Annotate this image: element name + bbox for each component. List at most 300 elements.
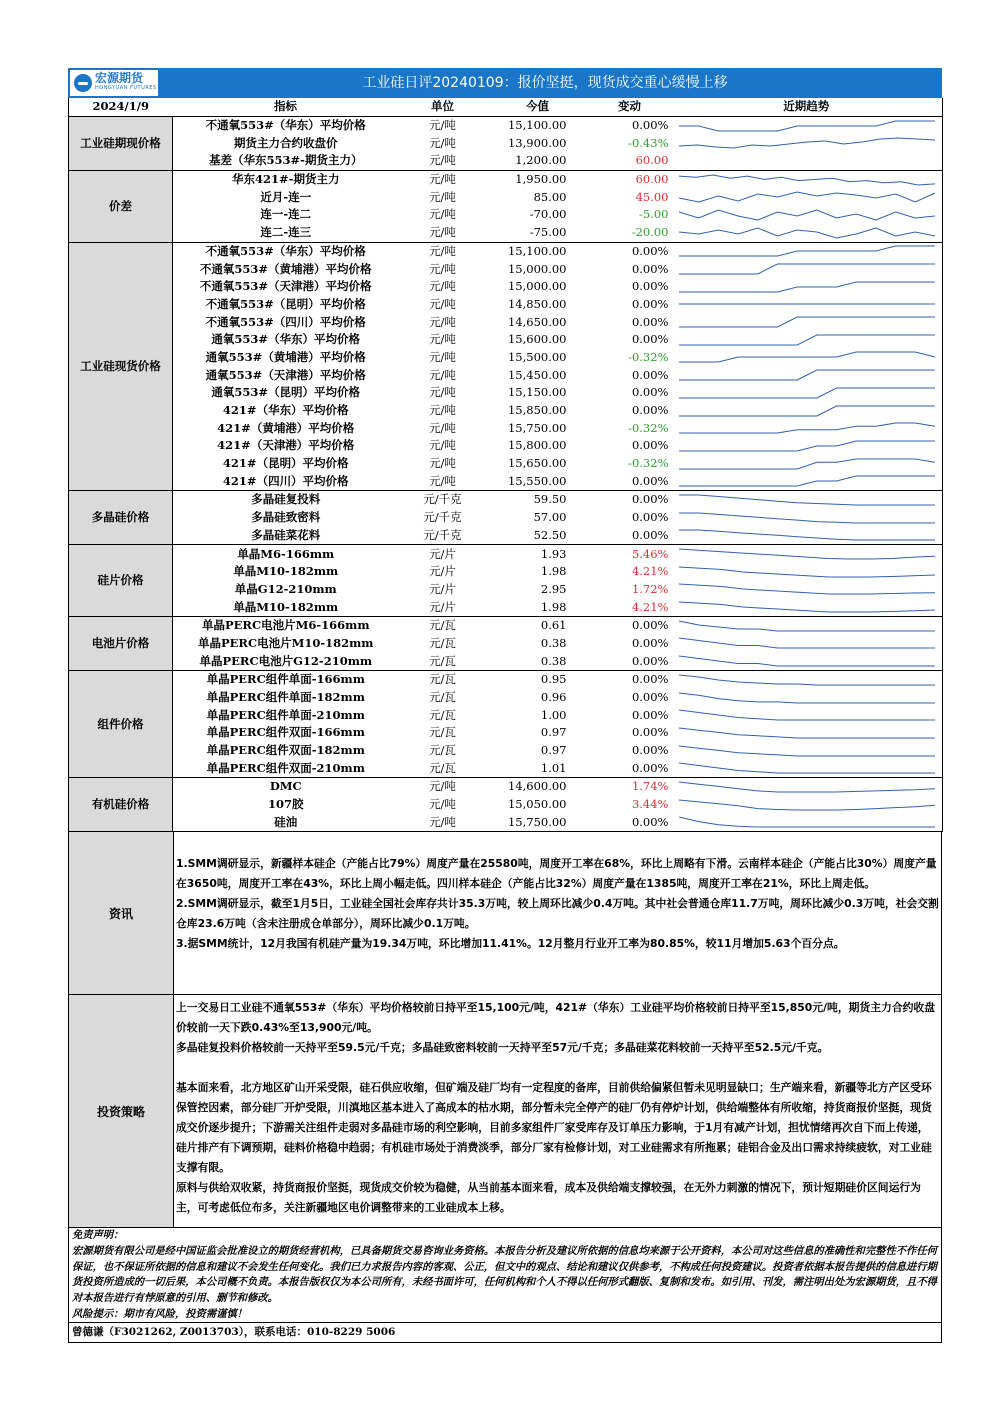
trend-cell (671, 437, 943, 455)
change-value: -5.00 (639, 207, 669, 222)
trend-cell (671, 116, 943, 134)
trend-sparkline (671, 385, 941, 401)
trend-cell (671, 455, 943, 473)
col-indicator: 指标 (173, 98, 399, 116)
change-value: 0.00% (631, 367, 669, 382)
current-value: 1.98 (487, 598, 589, 616)
category-label: 组件价格 (69, 671, 173, 778)
change-value: 0.00% (631, 385, 669, 400)
trend-sparkline (671, 760, 941, 776)
category-label: 价差 (69, 170, 173, 242)
trend-line (679, 441, 935, 451)
unit-cell: 元/吨 (429, 367, 456, 382)
unit-cell: 元/吨 (429, 385, 456, 400)
trend-line (679, 406, 935, 416)
indicator-name: 近月-连一 (260, 189, 312, 204)
indicator-name: 单晶PERC电池片G12-210mm (173, 652, 399, 670)
change-value: 0.00% (589, 814, 671, 832)
indicator-name: 单晶PERC电池片M6-166mm (202, 618, 370, 633)
current-value: 15,100.00 (507, 243, 567, 258)
logo-cn: 宏源期货 (95, 71, 144, 85)
trend-cell (671, 384, 943, 402)
trend-sparkline (671, 314, 941, 330)
trend-line (679, 817, 935, 827)
unit-cell: 元/吨 (399, 814, 487, 832)
table-row (69, 134, 943, 152)
current-value: 0.95 (540, 672, 567, 687)
strategy-paragraph: 原料与供给双收紧，持货商报价坚挺，现货成交价较为稳健，从当前基本面来看，成本及供给端支撑较强，在无外力刺激的情况下，预计短期硅价区间运行为主，可考虑低位布多，关注新疆地区电价调整带来的工业硅成本上移。 (176, 1181, 921, 1215)
table-row (69, 527, 943, 545)
indicator-name: 421#（昆明）平均价格 (222, 456, 349, 471)
indicator-name: 通氧553#（华东）平均价格 (211, 332, 361, 347)
unit-cell: 元/吨 (429, 420, 456, 435)
indicator-name: 期货主力合约收盘价 (234, 135, 338, 150)
trend-cell (671, 331, 943, 349)
trend-cell (671, 242, 943, 260)
table-row (69, 581, 943, 599)
unit-cell: 元/吨 (399, 224, 487, 242)
trend-line (679, 782, 935, 792)
unit-cell: 元/吨 (429, 296, 456, 311)
trend-sparkline (671, 599, 941, 615)
table-row (69, 652, 943, 670)
table-row (69, 206, 943, 224)
strategy-paragraph: 基本面来看，北方地区矿山开采受限，硅石供应收缩，但矿端及硅厂均有一定程度的备库，目前供给偏紧但暂未见明显缺口；生产端来看，新疆等北方产区受环保管控因素，部分硅厂开炉受限，川滇地区基本进入了高成本的枯水期，部分暂未完全停产的硅厂仍有停炉计划，供给端整体有所收缩，持货商报价坚挺，现货成交价逐步提升；下游需关注组件走弱对多晶硅市场的利空影响，目前多家组件厂家受库存及订单压力影响，于1月有减产计划，担忧情绪再次自下而上传递，硅片排产有下调预期，硅料价格稳中趋弱；有机硅市场处于消费淡季，部分厂家有检修计划，对工业硅需求有所拖累；硅铝合金及出口需求持续疲软，对工业硅支撑有限。 (176, 1081, 932, 1175)
change-value: 5.46% (631, 546, 669, 561)
table-row (69, 724, 943, 742)
trend-line (679, 335, 935, 345)
current-value: 0.61 (540, 618, 567, 633)
change-value: 1.74% (631, 779, 669, 794)
table-row (69, 313, 943, 331)
unit-cell: 元/瓦 (429, 618, 456, 633)
trend-cell (671, 224, 943, 242)
change-value: 0.00% (631, 618, 669, 633)
trend-sparkline (671, 725, 941, 741)
trend-line (679, 282, 935, 292)
current-value: 15,750.00 (507, 420, 567, 435)
change-value: 0.00% (631, 261, 669, 276)
unit-cell: 元/吨 (429, 403, 456, 418)
indicator-name: 单晶PERC组件双面-210mm (173, 759, 399, 777)
trend-cell (671, 635, 943, 653)
indicator-name: DMC (269, 779, 302, 794)
table-row (69, 242, 943, 260)
trend-cell (671, 652, 943, 670)
trend-sparkline (671, 349, 941, 365)
unit-cell: 元/吨 (429, 349, 456, 364)
current-value: 15,000.00 (507, 261, 567, 276)
unit-cell: 元/吨 (429, 172, 456, 187)
current-value: 15,800.00 (507, 438, 567, 453)
table-row (69, 402, 943, 420)
change-value: -0.32% (628, 349, 669, 364)
trend-line (679, 567, 935, 577)
unit-cell: 元/瓦 (429, 743, 456, 758)
strategy-paragraph: 多晶硅复投料价格较前一天持平至59.5元/千克；多晶硅致密料较前一天持平至57元/千克；多晶硅菜花料较前一天持平至52.5元/千克。 (176, 1041, 829, 1055)
indicator-name: 单晶PERC组件双面-166mm (206, 725, 365, 740)
trend-line (679, 693, 935, 703)
trend-sparkline (671, 527, 941, 543)
table-row (69, 116, 943, 134)
change-value: 1.72% (631, 581, 669, 596)
unit-cell: 元/千克 (399, 527, 487, 545)
col-change: 变动 (589, 98, 671, 116)
table-row (69, 472, 943, 490)
trend-line (679, 192, 935, 202)
table-row (69, 689, 943, 707)
change-value: 0.00% (631, 743, 669, 758)
change-value: -0.32% (628, 456, 669, 471)
unit-cell: 元/片 (429, 546, 456, 561)
strategy-label: 投资策略 (69, 995, 174, 1227)
table-row (69, 509, 943, 527)
trend-sparkline (671, 438, 941, 454)
trend-sparkline (671, 243, 941, 259)
trend-line (679, 621, 935, 631)
table-row (69, 563, 943, 581)
indicator-name: 多晶硅致密料 (251, 510, 321, 525)
table-row (69, 296, 943, 314)
report-date: 2024/1/9 (69, 98, 173, 116)
change-value: 0.00% (631, 438, 669, 453)
table-row (69, 778, 943, 796)
report-title: 工业硅日评20240109：报价坚挺，现货成交重心缓慢上移 (362, 75, 728, 91)
table-row (69, 331, 943, 349)
current-value: 1.98 (540, 564, 567, 579)
indicator-name: 单晶M10-182mm (173, 598, 399, 616)
current-value: 1.00 (540, 707, 567, 722)
current-value: 14,600.00 (507, 779, 567, 794)
current-value: 0.38 (540, 635, 567, 650)
trend-cell (671, 796, 943, 814)
trend-cell (671, 742, 943, 760)
col-trend: 近期趋势 (671, 98, 943, 116)
change-value: 4.21% (631, 564, 669, 579)
trend-line (679, 710, 935, 720)
trend-cell (671, 170, 943, 188)
risk-warning: 风险提示：期市有风险，投资需谨慎！ (72, 1307, 248, 1320)
trend-line (679, 495, 935, 505)
category-label: 电池片价格 (69, 616, 173, 670)
trend-sparkline (671, 564, 941, 580)
indicator-name: 不通氧553#（华东）平均价格 (205, 243, 366, 258)
trend-line (679, 763, 935, 773)
current-value: 15,850.00 (507, 403, 567, 418)
indicator-name: 不通氧553#（天津港）平均价格 (199, 279, 372, 294)
current-value: -75.00 (487, 224, 589, 242)
trend-line (679, 388, 935, 398)
trend-cell (671, 419, 943, 437)
trend-sparkline (671, 510, 941, 526)
current-value: 0.97 (540, 725, 567, 740)
unit-cell: 元/瓦 (429, 725, 456, 740)
change-value: -0.32% (628, 420, 669, 435)
price-table (68, 98, 943, 832)
indicator-name: 多晶硅菜花料 (173, 527, 399, 545)
category-label: 有机硅价格 (69, 778, 173, 832)
change-value: 4.21% (589, 598, 671, 616)
unit-cell: 元/瓦 (429, 690, 456, 705)
unit-cell: 元/吨 (399, 472, 487, 490)
current-value: 15,500.00 (507, 349, 567, 364)
news-paragraph: 2.SMM调研显示，截至1月5日，工业硅全国社会库存共计35.3万吨，较上周环比减少0.4万吨。其中社会普通仓库11.7万吨，周环比减少0.3万吨，社会交割仓库23.6万吨（含未注册成仓单部分），周环比减少0.1万吨。 (176, 897, 939, 931)
table-row (69, 349, 943, 367)
indicator-name: 硅油 (173, 814, 399, 832)
change-value: 0.00% (589, 759, 671, 777)
unit-cell: 元/吨 (429, 332, 456, 347)
indicator-name: 单晶PERC组件单面-182mm (206, 690, 365, 705)
current-value: 1.01 (487, 759, 589, 777)
indicator-name: 不通氧553#（昆明）平均价格 (205, 296, 366, 311)
trend-cell (671, 563, 943, 581)
indicator-name: 通氧553#（天津港）平均价格 (205, 367, 366, 382)
current-value: 1,200.00 (487, 152, 589, 170)
current-value: 14,850.00 (507, 296, 567, 311)
change-value: 0.00% (631, 510, 669, 525)
indicator-name: 421#（华东）平均价格 (222, 403, 349, 418)
table-header-row (69, 98, 943, 116)
trend-cell (671, 296, 943, 314)
trend-cell (671, 134, 943, 152)
trend-sparkline (671, 296, 941, 312)
trend-cell (671, 527, 943, 545)
table-row (69, 419, 943, 437)
trend-cell (671, 598, 943, 616)
trend-line (679, 210, 935, 220)
trend-line (679, 175, 935, 185)
category-label: 硅片价格 (69, 545, 173, 617)
current-value: 15,450.00 (507, 367, 567, 382)
unit-cell: 元/吨 (429, 207, 456, 222)
trend-line (679, 675, 935, 685)
table-row (69, 224, 943, 242)
current-value: 15,600.00 (507, 332, 567, 347)
indicator-name: 单晶M10-182mm (233, 564, 339, 579)
table-row (69, 742, 943, 760)
current-value: 15,050.00 (507, 797, 567, 812)
trend-sparkline (671, 743, 941, 759)
news-paragraph: 3.据SMM统计，12月我国有机硅产量为19.34万吨，环比增加11.41%。12月整月行业开工率为80.85%，较11月增加5.63个百分点。 (176, 937, 845, 951)
current-value: 52.50 (487, 527, 589, 545)
strategy-body (174, 995, 941, 1227)
current-value: 15,550.00 (487, 472, 589, 490)
trend-sparkline (671, 135, 941, 151)
change-value: 0.00% (631, 635, 669, 650)
current-value: -70.00 (529, 207, 567, 222)
trend-sparkline (671, 672, 941, 688)
indicator-name: 单晶G12-210mm (234, 581, 337, 596)
change-value: 0.00% (631, 118, 669, 133)
unit-cell: 元/吨 (399, 152, 487, 170)
indicator-name: 421#（天津港）平均价格 (217, 438, 355, 453)
current-value: 15,650.00 (507, 456, 567, 471)
indicator-name: 单晶M6-166mm (237, 546, 335, 561)
trend-sparkline (671, 797, 941, 813)
trend-line (679, 423, 935, 433)
current-value: 57.00 (533, 510, 567, 525)
unit-cell: 元/吨 (429, 438, 456, 453)
trend-cell (671, 724, 943, 742)
disclaimer (68, 1228, 942, 1323)
trend-line (679, 746, 935, 756)
trend-line (679, 530, 935, 540)
current-value: 15,750.00 (487, 814, 589, 832)
current-value: 13,900.00 (507, 135, 567, 150)
trend-cell (671, 814, 943, 832)
trend-sparkline (671, 279, 941, 295)
trend-sparkline (671, 618, 941, 634)
indicator-name: 通氧553#（黄埔港）平均价格 (205, 349, 366, 364)
trend-line (679, 228, 935, 238)
change-value: 0.00% (589, 652, 671, 670)
unit-cell: 元/吨 (429, 189, 456, 204)
table-row (69, 260, 943, 278)
trend-cell (671, 206, 943, 224)
current-value: 15,150.00 (507, 385, 567, 400)
table-row (69, 545, 943, 563)
table-row (69, 278, 943, 296)
disclaimer-text: 宏源期货有限公司是经中国证监会批准设立的期货经营机构，已具备期货交易咨询业务资格。本报告分析及建议所依据的信息均来源于公开资料，本公司对这些信息的准确性和完整性不作任何保证，也不保证所依据的信息和建议不会发生任何变化。我们已力求报告内容的客观、公正，但文中的观点、结论和建议仅供参考，不构成任何投资建议。投资者依据本报告提供的信息进行期货投资所造成的一切后果，本公司概不负责。本报告版权仅为本公司所有，未经书面许可，任何机构和个人不得以任何形式翻版、复制和发布。如引用、刊发，需注明出处为宏源期货，且不得对本报告进行有悖原意的引用、删节和修改。 (72, 1244, 937, 1304)
change-value: 60.00 (635, 172, 669, 187)
current-value: 0.38 (487, 652, 589, 670)
change-value: 60.00 (589, 152, 671, 170)
trend-line (679, 800, 935, 810)
trend-cell (671, 616, 943, 634)
unit-cell: 元/瓦 (399, 759, 487, 777)
unit-cell: 元/吨 (429, 779, 456, 794)
news-section (68, 832, 942, 995)
trend-line (679, 138, 935, 148)
change-value: 0.00% (631, 492, 669, 507)
trend-line (679, 317, 935, 327)
change-value: 0.00% (589, 527, 671, 545)
trend-sparkline (671, 367, 941, 383)
trend-sparkline (671, 261, 941, 277)
trend-cell (671, 759, 943, 777)
trend-cell (671, 278, 943, 296)
change-value: 0.00% (631, 403, 669, 418)
trend-sparkline (671, 546, 941, 562)
unit-cell: 元/瓦 (429, 635, 456, 650)
indicator-name: 单晶PERC组件双面-182mm (206, 743, 365, 758)
table-row (69, 616, 943, 634)
table-row (69, 598, 943, 616)
trend-sparkline (671, 207, 941, 223)
news-body (174, 832, 941, 994)
trend-sparkline (671, 707, 941, 723)
current-value: 15,000.00 (507, 279, 567, 294)
unit-cell: 元/吨 (429, 118, 456, 133)
indicator-name: 通氧553#（昆明）平均价格 (211, 385, 361, 400)
trend-sparkline (671, 172, 941, 188)
current-value: 15,100.00 (507, 118, 567, 133)
trend-sparkline (671, 473, 941, 489)
change-value: 0.00% (631, 332, 669, 347)
current-value: 14,650.00 (507, 314, 567, 329)
trend-cell (671, 689, 943, 707)
news-label: 资讯 (69, 832, 174, 994)
unit-cell: 元/吨 (429, 314, 456, 329)
strategy-paragraph: 上一交易日工业硅不通氧553#（华东）平均价格较前日持平至15,100元/吨，421#（华东）工业硅平均价格较前日持平至15,850元/吨，期货主力合约收盘价较前一天下跌0.43%至13,900元/吨。 (176, 1001, 936, 1035)
unit-cell: 元/吨 (429, 243, 456, 258)
table-row (69, 759, 943, 777)
current-value: 59.50 (533, 492, 567, 507)
unit-cell: 元/吨 (429, 135, 456, 150)
trend-cell (671, 152, 943, 170)
trend-cell (671, 188, 943, 206)
trend-sparkline (671, 118, 941, 134)
change-value: -0.43% (628, 135, 669, 150)
report-page (68, 68, 942, 1343)
trend-line (679, 584, 935, 594)
trend-sparkline (671, 225, 941, 241)
trend-line (679, 656, 935, 666)
analyst-contact: 曾德谦（F3021262, Z0013703），联系电话：010-8229 5006 (68, 1323, 942, 1343)
trend-sparkline (671, 492, 941, 508)
indicator-name: 华东421#-期货主力 (232, 172, 340, 187)
trend-cell (671, 366, 943, 384)
trend-cell (671, 671, 943, 689)
table-row (69, 188, 943, 206)
unit-cell: 元/吨 (429, 456, 456, 471)
unit-cell: 元/千克 (423, 492, 462, 507)
unit-cell: 元/吨 (429, 261, 456, 276)
trend-cell (671, 313, 943, 331)
trend-sparkline (671, 456, 941, 472)
trend-sparkline (671, 189, 941, 205)
indicator-name: 不通氧553#（华东）平均价格 (205, 118, 366, 133)
table-row (69, 796, 943, 814)
table-row (69, 491, 943, 509)
table-row (69, 671, 943, 689)
trend-cell (671, 778, 943, 796)
report-header (68, 68, 942, 98)
unit-cell: 元/瓦 (399, 652, 487, 670)
trend-line (679, 728, 935, 738)
table-row (69, 706, 943, 724)
change-value: 0.00% (631, 279, 669, 294)
change-value: 0.00% (631, 296, 669, 311)
unit-cell: 元/吨 (429, 279, 456, 294)
table-row (69, 455, 943, 473)
change-value: 0.00% (589, 472, 671, 490)
table-row (69, 366, 943, 384)
indicator-name: 连二-连三 (173, 224, 399, 242)
current-value: 1.93 (540, 546, 567, 561)
trend-sparkline (671, 581, 941, 597)
category-label: 多晶硅价格 (69, 491, 173, 545)
table-row (69, 437, 943, 455)
category-label: 工业硅期现价格 (69, 116, 173, 170)
table-row (69, 384, 943, 402)
trend-line (679, 549, 935, 559)
trend-line (679, 638, 935, 648)
current-value: 0.97 (540, 743, 567, 758)
trend-line (679, 513, 935, 523)
trend-cell (671, 402, 943, 420)
indicator-name: 多晶硅复投料 (251, 492, 321, 507)
indicator-name: 连一-连二 (260, 207, 312, 222)
change-value: 45.00 (635, 189, 669, 204)
trend-line (679, 602, 935, 612)
indicator-name: 107胶 (267, 797, 304, 812)
trend-sparkline (671, 814, 941, 830)
trend-cell (671, 472, 943, 490)
trend-cell (671, 706, 943, 724)
table-row (69, 170, 943, 188)
trend-sparkline (671, 653, 941, 669)
